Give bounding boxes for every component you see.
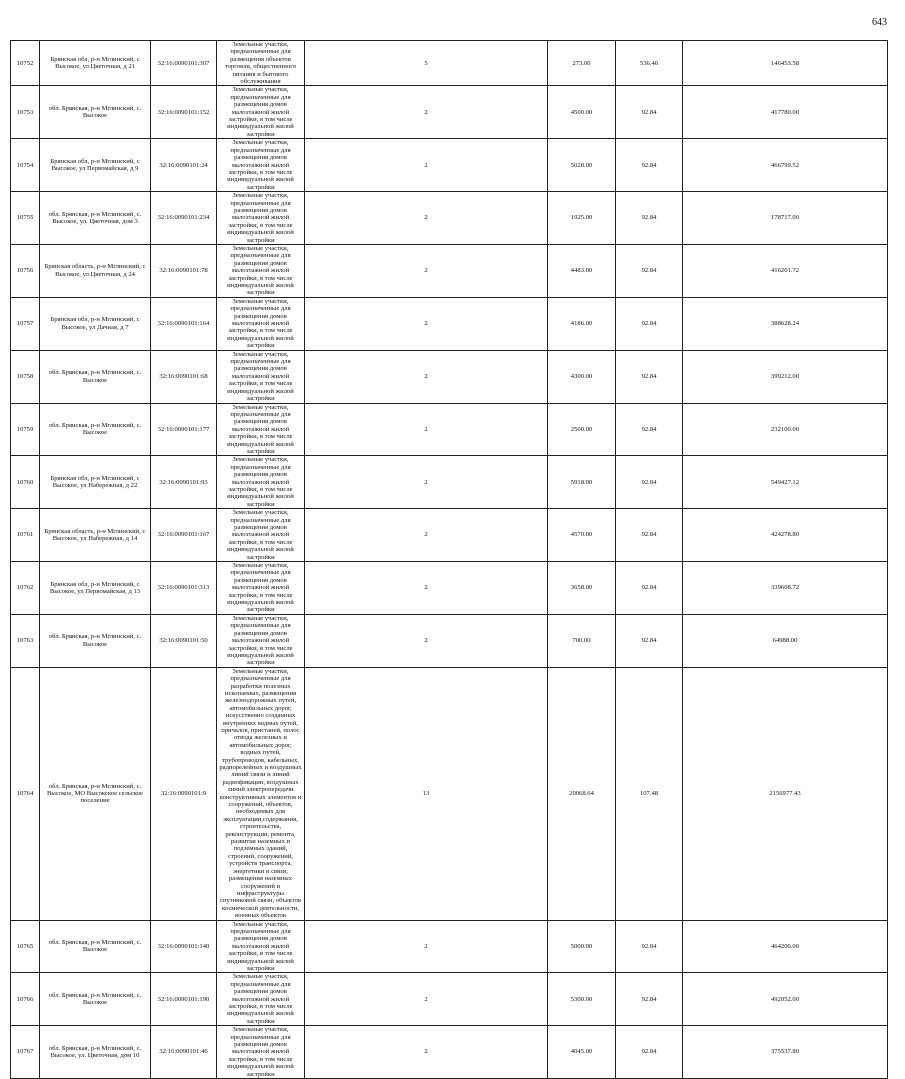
land-use-cell: Земельные участки, предназначенные для размещения объектов торговли, общественного питания и бытового обслуживания: [217, 41, 305, 86]
cadastral-number-cell: 32:16:0090101:234: [151, 192, 217, 245]
group-cell: 2: [305, 297, 548, 350]
group-cell: 13: [305, 667, 548, 920]
address-cell: обл. Брянская, р-н Мглинский, с. Высокое, ул. Цветочная, дом 10: [40, 1026, 151, 1079]
area-cell: 5000.00: [548, 920, 616, 973]
table-row: [11, 244, 888, 297]
land-use-cell: Земельные участки, предназначенные для размещения домов малоэтажной жилой застройки, в том числе индивидуальной жилой застройки: [217, 562, 305, 615]
land-use-cell: Земельные участки, предназначенные для разработки полезных ископаемых, размещения железнодорожных путей, автомобильных дорог, искусственно созданных внутренних водных путей, причалов, пристаней, полос отвода железных и автомобильных дорог, водных путей, трубопроводов, кабельных, радиорелейных и воздушных линий связи и линий радиофикации, воздушных линий электропередачи конструктивных элементов и сооружений, объектов, необходимых для эксплуатации,содержания, строительства, реконструкции, ремонта, развития наземных и подземных зданий, строений, сооружений, устройств транспорта, энергетики и связи; размещения наземных сооружений и инфраструктуры спутниковой связи, объектов космической деятельности, военных объектов: [217, 667, 305, 920]
table-body: [11, 41, 888, 1079]
address-cell: обл. Брянская, р-н Мглинский, с. Высокое: [40, 614, 151, 667]
area-cell: 5918.00: [548, 456, 616, 509]
row-number: 10754: [11, 139, 40, 192]
cadastral-value-cell: 416201.72: [683, 244, 888, 297]
cadastral-value-cell: 388628.24: [683, 297, 888, 350]
cadastral-value-cell: 417780.00: [683, 86, 888, 139]
address-cell: Брянская обл, р-н Мглинский, с Высокое, ул Цветочная, д 21: [40, 41, 151, 86]
address-cell: обл. Брянская, р-н Мглинский, с. Высокое: [40, 973, 151, 1026]
cadastral-value-cell: 464200.00: [683, 920, 888, 973]
cadastral-value-cell: 492052.00: [683, 973, 888, 1026]
group-cell: 2: [305, 350, 548, 403]
area-cell: 5300.00: [548, 973, 616, 1026]
land-use-cell: Земельные участки, предназначенные для размещения домов малоэтажной жилой застройки, в том числе индивидуальной жилой застройки: [217, 139, 305, 192]
row-number: 10761: [11, 509, 40, 562]
land-use-cell: Земельные участки, предназначенные для размещения домов малоэтажной жилой застройки, в том числе индивидуальной жилой застройки: [217, 86, 305, 139]
area-cell: 4186.00: [548, 297, 616, 350]
area-cell: 20068.64: [548, 667, 616, 920]
address-cell: Брянская обл, р-н Мглинский, с Высокое, ул Дачная, д 7: [40, 297, 151, 350]
row-number: 10765: [11, 920, 40, 973]
area-cell: 4045.00: [548, 1026, 616, 1079]
group-cell: 2: [305, 562, 548, 615]
rate-cell: 92.84: [616, 86, 683, 139]
cadastral-number-cell: 32:16:0090101:177: [151, 403, 217, 456]
area-cell: 4483.00: [548, 244, 616, 297]
row-number: 10763: [11, 614, 40, 667]
row-number: 10766: [11, 973, 40, 1026]
cadastral-value-cell: 424278.80: [683, 509, 888, 562]
group-cell: 2: [305, 1026, 548, 1079]
row-number: 10757: [11, 297, 40, 350]
address-cell: Брянская область, р-н Мглинский, с Высокое, ул Цветочная, д 24: [40, 244, 151, 297]
cadastral-value-cell: 339608.72: [683, 562, 888, 615]
cadastral-number-cell: 32:16:0090101:307: [151, 41, 217, 86]
table-row: [11, 192, 888, 245]
rate-cell: 92.84: [616, 973, 683, 1026]
rate-cell: 92.84: [616, 456, 683, 509]
cadastral-number-cell: 32:16:0090101:140: [151, 920, 217, 973]
group-cell: 2: [305, 192, 548, 245]
address-cell: обл. Брянская, р-н Мглинский, с. Высокое: [40, 86, 151, 139]
land-use-cell: Земельные участки, предназначенные для размещения домов малоэтажной жилой застройки, в том числе индивидуальной жилой застройки: [217, 297, 305, 350]
row-number: 10764: [11, 667, 40, 920]
table-row: [11, 973, 888, 1026]
table-row: [11, 139, 888, 192]
rate-cell: 92.84: [616, 350, 683, 403]
page-number: 643: [872, 17, 887, 28]
row-number: 10767: [11, 1026, 40, 1079]
cadastral-value-cell: 399212.00: [683, 350, 888, 403]
cadastral-number-cell: 32:16:0090101:152: [151, 86, 217, 139]
rate-cell: 92.84: [616, 614, 683, 667]
cadastral-value-cell: 2156977.43: [683, 667, 888, 920]
cadastral-number-cell: 32:16:0090101:93: [151, 456, 217, 509]
group-cell: 2: [305, 456, 548, 509]
land-use-cell: Земельные участки, предназначенные для размещения домов малоэтажной жилой застройки, в том числе индивидуальной жилой застройки: [217, 614, 305, 667]
group-cell: 2: [305, 509, 548, 562]
area-cell: 273.00: [548, 41, 616, 86]
address-cell: обл. Брянская, р-н Мглинский, с. Высокое: [40, 350, 151, 403]
rate-cell: 92.84: [616, 509, 683, 562]
area-cell: 1925.00: [548, 192, 616, 245]
row-number: 10759: [11, 403, 40, 456]
cadastral-number-cell: 32:16:0090101:9: [151, 667, 217, 920]
rate-cell: 92.84: [616, 192, 683, 245]
area-cell: 5028.00: [548, 139, 616, 192]
group-cell: 2: [305, 403, 548, 456]
land-use-cell: Земельные участки, предназначенные для размещения домов малоэтажной жилой застройки, в том числе индивидуальной жилой застройки: [217, 456, 305, 509]
table-row: [11, 41, 888, 86]
group-cell: 2: [305, 244, 548, 297]
area-cell: 700.00: [548, 614, 616, 667]
cadastral-number-cell: 32:16:0090101:68: [151, 350, 217, 403]
cadastral-value-cell: 375537.80: [683, 1026, 888, 1079]
row-number: 10755: [11, 192, 40, 245]
area-cell: 2500.00: [548, 403, 616, 456]
cadastral-value-cell: 64988.00: [683, 614, 888, 667]
rate-cell: 92.84: [616, 139, 683, 192]
table-row: [11, 350, 888, 403]
rate-cell: 107.48: [616, 667, 683, 920]
cadastral-number-cell: 32:16:0090101:24: [151, 139, 217, 192]
cadastral-value-cell: 549427.12: [683, 456, 888, 509]
area-cell: 4570.00: [548, 509, 616, 562]
table-row: [11, 562, 888, 615]
address-cell: Брянская область, р-н Мглинский, с Высокое, ул Набережная, д 14: [40, 509, 151, 562]
address-cell: Брянская обл, р-н Мглинский, с Высокое, ул Набережная, д 22: [40, 456, 151, 509]
table-row: [11, 509, 888, 562]
rate-cell: 92.84: [616, 244, 683, 297]
cadastral-value-cell: 232100.00: [683, 403, 888, 456]
address-cell: обл. Брянская, р-н Мглинский, с. Высокое: [40, 403, 151, 456]
rate-cell: 92.84: [616, 1026, 683, 1079]
land-use-cell: Земельные участки, предназначенные для размещения домов малоэтажной жилой застройки, в том числе индивидуальной жилой застройки: [217, 920, 305, 973]
table-row: [11, 86, 888, 139]
rate-cell: 92.84: [616, 297, 683, 350]
cadastral-value-cell: 178717.00: [683, 192, 888, 245]
table-row: [11, 920, 888, 973]
area-cell: 3658.00: [548, 562, 616, 615]
table-row: [11, 403, 888, 456]
land-use-cell: Земельные участки, предназначенные для размещения домов малоэтажной жилой застройки, в том числе индивидуальной жилой застройки: [217, 192, 305, 245]
row-number: 10753: [11, 86, 40, 139]
group-cell: 2: [305, 614, 548, 667]
address-cell: обл. Брянская, р-н Мглинский, с. Высокое, ул. Цветочная, дом 3: [40, 192, 151, 245]
rate-cell: 536.46: [616, 41, 683, 86]
cadastral-value-cell: 146453.58: [683, 41, 888, 86]
cadastral-number-cell: 32:16:0090101:164: [151, 297, 217, 350]
land-use-cell: Земельные участки, предназначенные для размещения домов малоэтажной жилой застройки, в том числе индивидуальной жилой застройки: [217, 973, 305, 1026]
group-cell: 2: [305, 973, 548, 1026]
cadastral-number-cell: 32:16:0090101:313: [151, 562, 217, 615]
address-cell: Брянская обл, р-н Мглинский, с Высокое, ул Первомайская, д 13: [40, 562, 151, 615]
group-cell: 2: [305, 920, 548, 973]
rate-cell: 92.84: [616, 562, 683, 615]
cadastral-number-cell: 32:16:0090101:167: [151, 509, 217, 562]
cadastral-number-cell: 32:16:0090101:50: [151, 614, 217, 667]
cadastral-number-cell: 32:16:0090101:190: [151, 973, 217, 1026]
rate-cell: 92.84: [616, 920, 683, 973]
table-row: [11, 614, 888, 667]
row-number: 10762: [11, 562, 40, 615]
table-row: [11, 667, 888, 920]
group-cell: 2: [305, 86, 548, 139]
cadastral-value-cell: 466799.52: [683, 139, 888, 192]
area-cell: 4300.00: [548, 350, 616, 403]
table-row: [11, 456, 888, 509]
land-register-table: [10, 40, 888, 1079]
area-cell: 4500.00: [548, 86, 616, 139]
land-use-cell: Земельные участки, предназначенные для размещения домов малоэтажной жилой застройки, в том числе индивидуальной жилой застройки: [217, 350, 305, 403]
address-cell: обл. Брянская, р-н Мглинский, с. Высокое: [40, 920, 151, 973]
cadastral-number-cell: 32:16:0090101:46: [151, 1026, 217, 1079]
land-use-cell: Земельные участки, предназначенные для размещения домов малоэтажной жилой застройки, в том числе индивидуальной жилой застройки: [217, 244, 305, 297]
land-use-cell: Земельные участки, предназначенные для размещения домов малоэтажной жилой застройки, в том числе индивидуальной жилой застройки: [217, 403, 305, 456]
row-number: 10758: [11, 350, 40, 403]
cadastral-number-cell: 32:16:0090101:78: [151, 244, 217, 297]
address-cell: обл. Брянская, р-н Мглинский, с. Высокое, МО Высокское сельское поселение: [40, 667, 151, 920]
rate-cell: 92.84: [616, 403, 683, 456]
row-number: 10760: [11, 456, 40, 509]
land-use-cell: Земельные участки, предназначенные для размещения домов малоэтажной жилой застройки, в том числе индивидуальной жилой застройки: [217, 509, 305, 562]
row-number: 10752: [11, 41, 40, 86]
table-row: [11, 1026, 888, 1079]
row-number: 10756: [11, 244, 40, 297]
land-use-cell: Земельные участки, предназначенные для размещения домов малоэтажной жилой застройки, в том числе индивидуальной жилой застройки: [217, 1026, 305, 1079]
group-cell: 2: [305, 139, 548, 192]
table-row: [11, 297, 888, 350]
group-cell: 5: [305, 41, 548, 86]
address-cell: Брянская обл, р-н Мглинский, с Высокое, ул Первомайская, д 9: [40, 139, 151, 192]
